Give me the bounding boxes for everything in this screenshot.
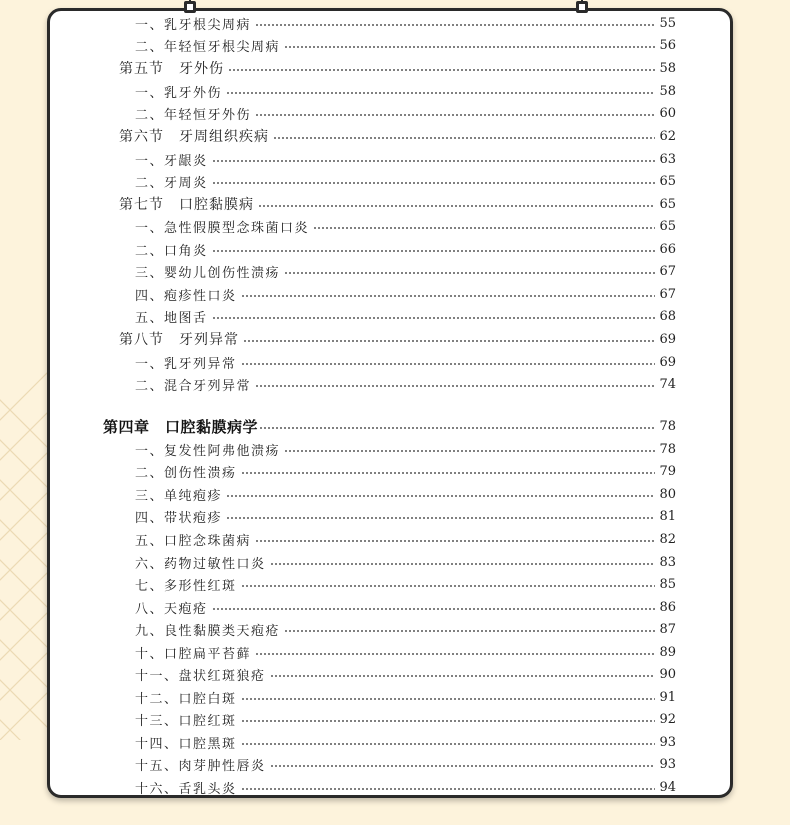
dot-leader	[258, 205, 655, 207]
toc-entry	[135, 484, 676, 504]
toc-entry-title: 一、急性假膜型念珠菌口炎	[135, 220, 310, 236]
dot-leader	[284, 46, 655, 48]
toc-entry	[135, 687, 676, 707]
toc-entry	[135, 149, 676, 169]
toc-entry	[135, 171, 676, 191]
dot-leader	[241, 472, 656, 474]
toc-entry-page: 83	[659, 554, 676, 570]
dot-leader	[270, 675, 656, 677]
toc-entry	[135, 597, 676, 617]
toc-entry-title: 十五、肉芽肿性唇炎	[135, 758, 266, 774]
toc-entry-title: 三、单纯疱疹	[135, 488, 223, 504]
toc-entry-title: 一、乳牙外伤	[135, 85, 223, 101]
dot-leader	[226, 517, 655, 519]
toc-entry-title: 八、天疱疮	[135, 601, 208, 617]
toc-entry	[135, 709, 676, 729]
toc-entry	[135, 506, 676, 526]
dot-leader	[255, 653, 655, 655]
dot-leader	[273, 137, 655, 139]
toc-section	[119, 58, 676, 78]
toc-entry-page: 82	[659, 531, 676, 547]
toc-entry	[135, 81, 676, 101]
toc-chapter-page: 78	[659, 418, 676, 434]
toc-entry-title: 四、带状疱疹	[135, 510, 223, 526]
toc-entry-title: 九、良性黏膜类天疱疮	[135, 623, 281, 639]
toc-entry-title: 二、年轻恒牙根尖周病	[135, 39, 281, 55]
toc-entry-page: 89	[659, 644, 676, 660]
toc-entry-title: 十三、口腔红斑	[135, 713, 237, 729]
toc-entry-page: 90	[659, 666, 676, 682]
toc-entry	[135, 284, 676, 304]
toc-entry-title: 二、创伤性溃疡	[135, 465, 237, 481]
toc-entry	[135, 664, 676, 684]
dot-leader	[255, 24, 655, 26]
dot-leader	[241, 698, 656, 700]
toc-entry-title: 五、地图舌	[135, 310, 208, 326]
toc-section	[119, 329, 676, 349]
toc-section-page: 62	[659, 128, 676, 144]
toc-section-title: 第六节 牙周组织疾病	[119, 129, 269, 145]
toc-entry-page: 93	[659, 734, 676, 750]
dot-leader	[212, 608, 656, 610]
toc-entry	[135, 261, 676, 281]
toc-entry-page: 63	[659, 151, 676, 167]
toc-entry-page: 65	[659, 173, 676, 189]
toc-entry-title: 十、口腔扁平苔藓	[135, 646, 252, 662]
toc-chapter	[103, 416, 676, 436]
dot-leader	[241, 743, 656, 745]
toc-entry-title: 一、乳牙根尖周病	[135, 17, 252, 33]
toc-entry-page: 58	[659, 83, 676, 99]
toc-entry-page: 66	[659, 241, 676, 257]
toc-entry	[135, 352, 676, 372]
toc-entry	[135, 619, 676, 639]
toc-entry	[135, 306, 676, 326]
toc-entry	[135, 529, 676, 549]
toc-entry	[135, 13, 676, 33]
toc-entry	[135, 374, 676, 394]
dot-leader	[255, 114, 655, 116]
toc-entry-page: 56	[659, 37, 676, 53]
toc-entry-page: 74	[659, 376, 676, 392]
toc-entry	[135, 439, 676, 459]
dot-leader	[226, 92, 655, 94]
toc-entry-page: 86	[659, 599, 676, 615]
toc-entry-title: 三、婴幼儿创伤性溃疡	[135, 265, 281, 281]
toc-entry	[135, 642, 676, 662]
toc-entry	[135, 552, 676, 572]
toc-chapter-title: 第四章 口腔黏膜病学	[103, 417, 259, 436]
toc-entry-page: 67	[659, 263, 676, 279]
toc-section-page: 69	[659, 331, 676, 347]
toc-entry-title: 二、混合牙列异常	[135, 378, 252, 394]
toc-entry	[135, 777, 676, 797]
toc-section-title: 第八节 牙列异常	[119, 332, 239, 348]
toc-entry-page: 92	[659, 711, 676, 727]
dot-leader	[212, 317, 656, 319]
toc-section	[119, 126, 676, 146]
toc-entry	[135, 239, 676, 259]
toc-entry-page: 81	[659, 508, 676, 524]
toc-entry-title: 十六、舌乳头炎	[135, 781, 237, 797]
dot-leader	[212, 182, 656, 184]
dot-leader	[241, 295, 656, 297]
toc-entry	[135, 461, 676, 481]
dot-leader	[241, 363, 656, 365]
dot-leader	[259, 427, 655, 429]
toc-entry-title: 五、口腔念珠菌病	[135, 533, 252, 549]
toc-entry-page: 65	[659, 218, 676, 234]
dot-leader	[212, 250, 656, 252]
dot-leader	[241, 788, 656, 790]
toc-entry-page: 78	[659, 441, 676, 457]
dot-leader	[284, 630, 655, 632]
dot-leader	[255, 540, 655, 542]
dot-leader	[212, 160, 656, 162]
toc-section-title: 第五节 牙外伤	[119, 61, 224, 77]
toc-entry-title: 一、乳牙列异常	[135, 356, 237, 372]
toc-entry-page: 80	[659, 486, 676, 502]
toc-entry-page: 68	[659, 308, 676, 324]
toc-entry-title: 十四、口腔黑斑	[135, 736, 237, 752]
dot-leader	[228, 69, 655, 71]
toc-entry-title: 二、年轻恒牙外伤	[135, 107, 252, 123]
dot-leader	[243, 340, 655, 342]
toc-section-title: 第七节 口腔黏膜病	[119, 197, 254, 213]
toc-entry-title: 七、多形性红斑	[135, 578, 237, 594]
dot-leader	[241, 585, 656, 587]
toc-entry-page: 79	[659, 463, 676, 479]
toc-entry-page: 55	[659, 15, 676, 31]
toc-entry-title: 十一、盘状红斑狼疮	[135, 668, 266, 684]
toc-section-page: 65	[659, 196, 676, 212]
toc-entry-page: 93	[659, 756, 676, 772]
toc-entry-page: 67	[659, 286, 676, 302]
toc-entry-title: 四、疱疹性口炎	[135, 288, 237, 304]
toc-entry	[135, 216, 676, 236]
toc-entry-title: 一、牙龈炎	[135, 153, 208, 169]
toc-entry	[135, 754, 676, 774]
toc-entry-page: 87	[659, 621, 676, 637]
dot-leader	[226, 495, 655, 497]
dot-leader	[284, 272, 655, 274]
toc-section	[119, 194, 676, 214]
toc-entry-title: 一、复发性阿弗他溃疡	[135, 443, 281, 459]
toc-entry-title: 六、药物过敏性口炎	[135, 556, 266, 572]
toc-entry	[135, 574, 676, 594]
dot-leader	[313, 227, 655, 229]
toc-entry-title: 二、口角炎	[135, 243, 208, 259]
dot-leader	[270, 765, 656, 767]
dot-leader	[284, 450, 655, 452]
toc-entry	[135, 103, 676, 123]
toc-section-page: 58	[659, 60, 676, 76]
toc-entry-title: 十二、口腔白斑	[135, 691, 237, 707]
toc-entry-page: 91	[659, 689, 676, 705]
toc-entry-page: 69	[659, 354, 676, 370]
toc-entry-title: 二、牙周炎	[135, 175, 208, 191]
toc-entry	[135, 35, 676, 55]
toc-entry-page: 60	[659, 105, 676, 121]
dot-leader	[241, 720, 656, 722]
toc-entry	[135, 732, 676, 752]
toc-entry-page: 85	[659, 576, 676, 592]
dot-leader	[255, 385, 655, 387]
toc-entry-page: 94	[659, 779, 676, 795]
dot-leader	[270, 563, 656, 565]
